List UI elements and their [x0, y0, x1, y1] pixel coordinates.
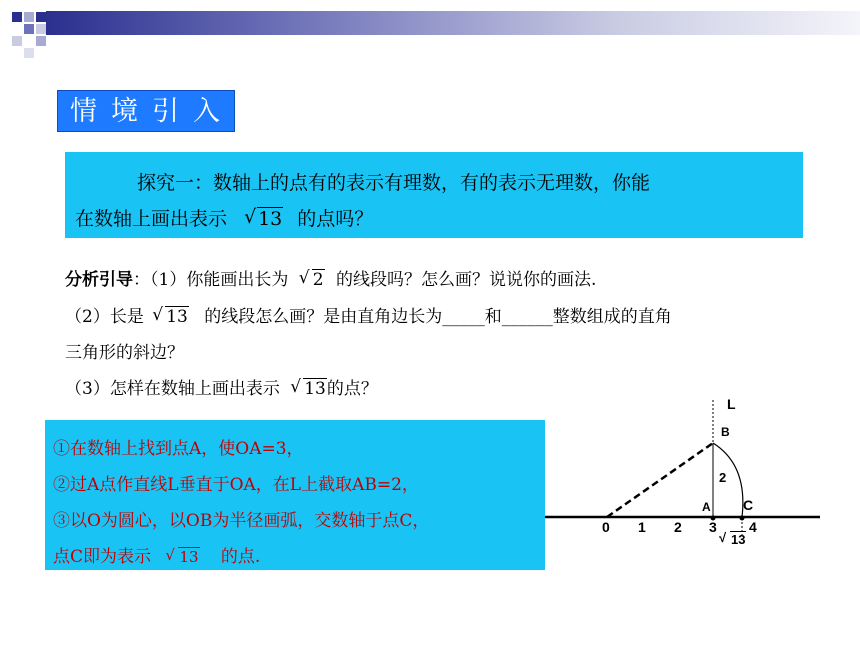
- step-1: ①在数轴上找到点A，使OA=3，: [53, 439, 304, 459]
- point-c-dot: [740, 516, 745, 521]
- explore-line1: 探究一：数轴上的点有的表示有理数，有的表示无理数，你能: [137, 172, 651, 194]
- section-heading: 情境引入: [57, 90, 235, 132]
- analysis-q1: 分析引导：（1）你能画出长为 √ 2 的线段吗？怎么画？说说你的画法.: [65, 265, 596, 290]
- segment-ab-label: 2: [719, 470, 727, 485]
- analysis-q2-cont: 三角形的斜边？: [65, 343, 184, 363]
- sqrt-13: √ 13: [166, 548, 199, 566]
- sqrt-13: √ 13: [153, 307, 189, 327]
- analysis-q3: （3）怎样在数轴上画出表示 √ 13的点？: [65, 374, 378, 399]
- point-c-label: C: [743, 497, 754, 513]
- c-value-label: √ 13: [720, 532, 746, 547]
- tick-label-0: 0: [602, 519, 610, 535]
- explore-line2-pre: 在数轴上画出表示: [75, 208, 228, 230]
- tick-label-4: 4: [749, 519, 757, 535]
- sqrt-13: √ 13: [245, 208, 283, 230]
- sqrt-2: √ 2: [300, 270, 325, 290]
- analysis-label: 分析引导: [65, 270, 133, 290]
- point-b-label: B: [721, 425, 730, 439]
- step-4: 点C即为表示 √ 13 的点.: [53, 542, 260, 567]
- step-3: ③以O为圆心，以OB为半径画弧，交数轴于点C，: [53, 511, 430, 531]
- point-a-label: A: [702, 500, 711, 514]
- segment-ob: [607, 443, 713, 517]
- analysis-q2: （2）长是 √ 13 的线段怎么画？是由直角边长为_____和______整数组成的直角: [65, 302, 672, 327]
- explore-line2-post: 的点吗？: [297, 208, 374, 230]
- tick-label-2: 2: [674, 519, 682, 535]
- line-l-label: L: [727, 396, 736, 412]
- sqrt-13: √ 13: [291, 379, 327, 399]
- arc-ob: [713, 443, 743, 517]
- tick-label-1: 1: [638, 519, 646, 535]
- tick-label-3: 3: [709, 519, 717, 535]
- step-2: ②过A点作直线L垂直于OA，在L上截取AB=2，: [53, 475, 419, 495]
